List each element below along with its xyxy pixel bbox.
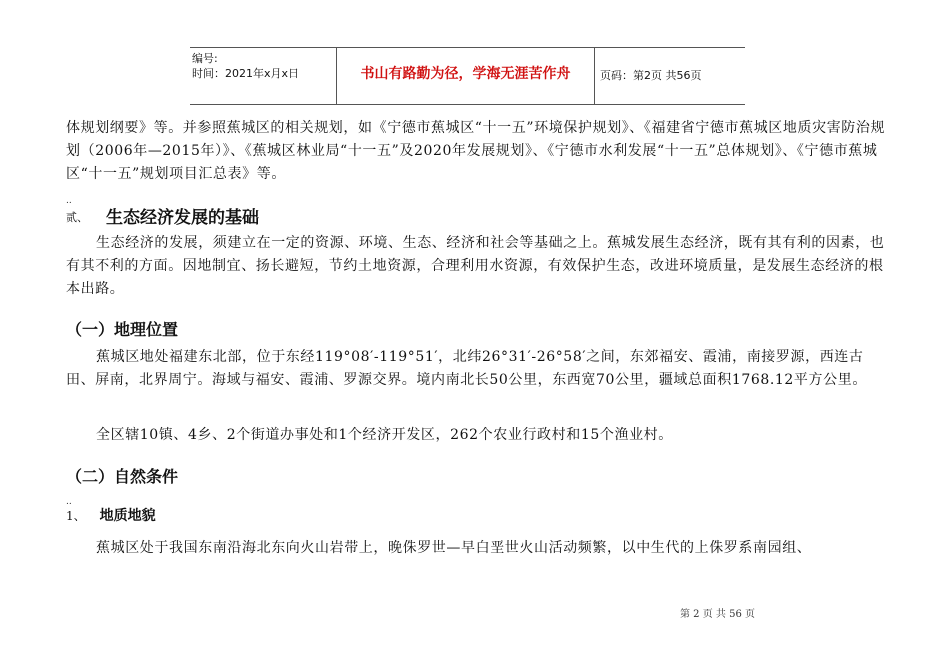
- document-time-label: 时间：2021年x月x日: [192, 67, 300, 80]
- item-heading-geology: [66, 505, 156, 525]
- header-motto: 书山有路勤为径，学海无涯苦作舟: [360, 66, 571, 82]
- subsection-heading-location: （一）地理位置: [66, 320, 179, 339]
- paragraph-geology: 蕉城区处于我国东南沿海北东向火山岩带上，晚侏罗世—早白垩世火山活动频繁，以中生代的上侏罗系南园组、: [96, 540, 812, 556]
- subsection-heading-nature: （二）自然条件: [66, 467, 179, 486]
- heading-marker: ..: [66, 196, 72, 206]
- paragraph-administration: 全区辖10镇、4乡、2个街道办事处和1个经济开发区，262个农业行政村和15个渔业村。: [96, 427, 673, 443]
- section-number: 贰、: [66, 211, 88, 224]
- page-header-table: [190, 47, 745, 105]
- item-title: 地质地貌: [99, 508, 156, 524]
- item-number: 1、: [66, 509, 86, 523]
- paragraph-geography: 蕉城区地处福建东北部，位于东经119°08′-119°51′，北纬26°31′-26°58′之间，东郊福安、霞浦，南接罗源，西连古田、屏南，北界周宁。海域与福安、霞浦、罗源交界。境内南北长50公里，东西宽70公里，疆域总面积1768.12平方公里。: [66, 349, 867, 388]
- document-code-label: 编号:: [192, 52, 218, 65]
- header-page-code: 页码：第2页 共56页: [600, 69, 702, 82]
- section-heading: [66, 203, 259, 228]
- header-info-cell: [190, 48, 336, 104]
- heading-marker: ..: [66, 497, 72, 507]
- paragraph-plans: 体规划纲要》等。并参照蕉城区的相关规划，如《宁德市蕉城区“十一五”环境保护规划》、《福建省宁德市蕉城区地质灾害防治规划（2006年—2015年）》、《蕉城区林业局“十一五”及2020年发展规划》、《宁德市水利发展“十一五”总体规划》、《宁德市蕉城区“十一五”规划项目汇总表》等。: [66, 120, 886, 182]
- header-divider: [594, 48, 595, 104]
- paragraph-basis: 生态经济的发展，须建立在一定的资源、环境、生态、经济和社会等基础之上。蕉城发展生态经济，既有其有利的因素，也有其不利的方面。因地制宜、扬长避短，节约土地资源，合理利用水资源，有效保护生态，改进环境质量，是发展生态经济的根本出路。: [66, 235, 885, 297]
- page-footer: 第 2 页 共 56 页: [680, 609, 755, 620]
- section-title: 生态经济发展的基础: [106, 208, 259, 228]
